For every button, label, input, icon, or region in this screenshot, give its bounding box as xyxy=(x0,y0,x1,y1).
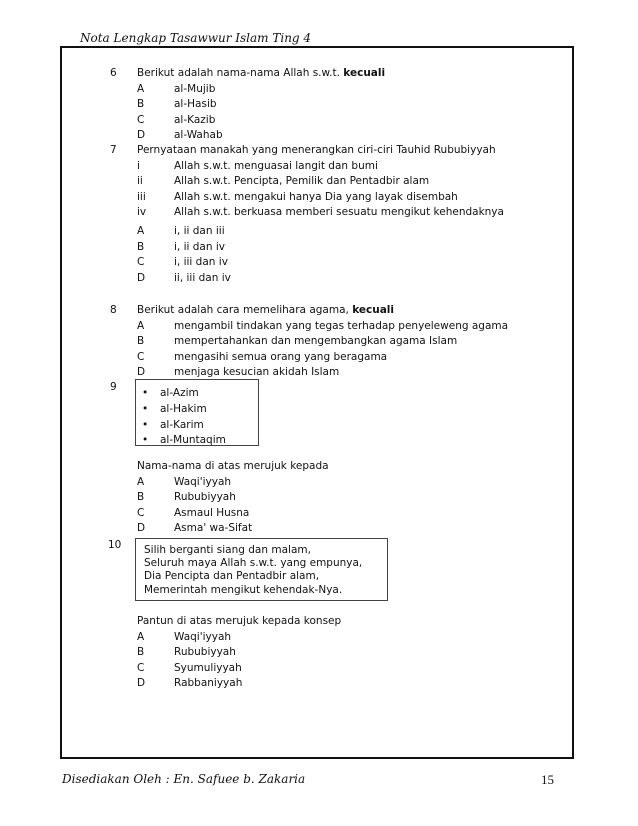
option-c: C al-Kazib xyxy=(137,113,216,126)
question-number: 8 xyxy=(110,304,117,316)
option-a: A al-Mujib xyxy=(137,82,216,95)
option-a: A mengambil tindakan yang tegas terhadap penyeleweng agama xyxy=(137,319,509,332)
page-number: 15 xyxy=(541,772,554,787)
names-list xyxy=(138,386,258,449)
option-d: D Rabbaniyyah xyxy=(137,677,243,690)
option-a: A Waqi'iyyah xyxy=(137,630,232,643)
question-stem: Nama-nama di atas merujuk kepada xyxy=(137,460,329,472)
option-a: A i, ii dan iii xyxy=(137,225,225,237)
question-stem: Berikut adalah cara memelihara agama, kecuali xyxy=(137,304,395,316)
statement-i: i Allah s.w.t. menguasai langit dan bumi xyxy=(137,159,378,172)
pantun-line: Seluruh maya Allah s.w.t. yang empunya, xyxy=(144,557,363,570)
option-a: A Waqi'iyyah xyxy=(137,475,232,488)
option-c: C Asmaul Husna xyxy=(137,506,250,519)
option-d: D Asma' wa-Sifat xyxy=(137,522,253,535)
pantun-line: Memerintah mengikut kehendak-Nya. xyxy=(144,583,343,596)
pantun-line: Dia Pencipta dan Pentadbir alam, xyxy=(144,570,320,583)
list-item: • al-Azim xyxy=(138,386,258,402)
question-stem: Pantun di atas merujuk kepada konsep xyxy=(137,615,342,627)
statement-iv: iv Allah s.w.t. berkuasa memberi sesuatu mengikut kehendaknya xyxy=(137,206,504,219)
question-number: 9 xyxy=(110,381,117,393)
option-d: D ii, iii dan iv xyxy=(137,271,231,284)
option-b: B i, ii dan iv xyxy=(137,240,225,253)
pantun-line: Silih berganti siang dan malam, xyxy=(144,544,311,556)
question-stem: Berikut adalah nama-nama Allah s.w.t. kecuali xyxy=(137,67,386,79)
list-item: • al-Hakim xyxy=(138,402,258,418)
option-c: C Syumuliyyah xyxy=(137,661,242,674)
question-number: 6 xyxy=(110,67,117,79)
emphasis-word: kecuali xyxy=(352,304,395,316)
option-b: B Rububiyyah xyxy=(137,646,236,659)
question-number: 10 xyxy=(108,539,122,551)
question-stem: Pernyataan manakah yang menerangkan ciri-ciri Tauhid Rububiyyah xyxy=(137,144,496,156)
statement-iii: iii Allah s.w.t. mengakui hanya Dia yang layak disembah xyxy=(137,190,458,203)
page-header: Nota Lengkap Tasawwur Islam Ting 4 xyxy=(80,31,312,45)
option-b: B mempertahankan dan mengembangkan agama Islam xyxy=(137,335,458,348)
statement-ii: ii Allah s.w.t. Pencipta, Pemilik dan Pentadbir alam xyxy=(137,175,430,188)
option-c: C i, iii dan iv xyxy=(137,256,228,269)
option-b: B al-Hasib xyxy=(137,98,217,111)
option-c: C mengasihi semua orang yang beragama xyxy=(137,350,388,363)
footer-author: Disediakan Oleh : En. Safuee b. Zakaria xyxy=(62,772,306,786)
pantun-box xyxy=(135,538,388,601)
names-box xyxy=(135,379,259,446)
list-item: • al-Muntaqim xyxy=(138,433,258,449)
option-d: D menjaga kesucian akidah Islam xyxy=(137,366,340,379)
list-item: • al-Karim xyxy=(138,418,258,434)
option-d: D al-Wahab xyxy=(137,129,223,142)
question-number: 7 xyxy=(110,144,117,156)
emphasis-word: kecuali xyxy=(343,67,386,79)
option-b: B Rububiyyah xyxy=(137,491,236,504)
